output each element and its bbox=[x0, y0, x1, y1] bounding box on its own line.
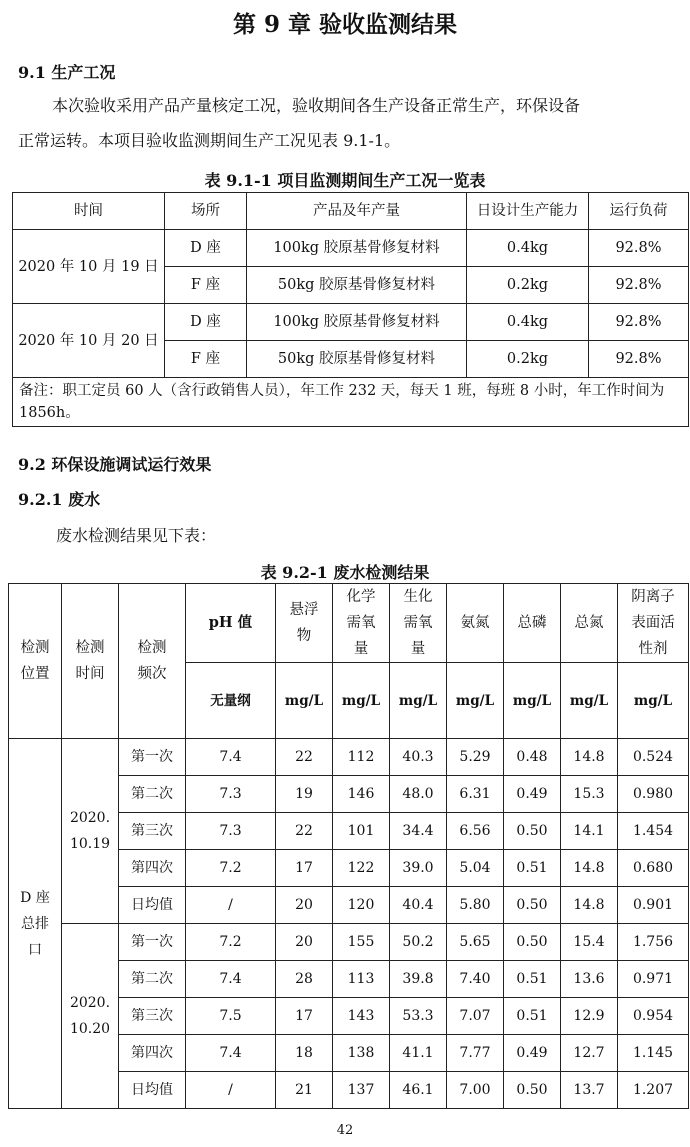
value-cell: 155 bbox=[333, 924, 390, 961]
value-cell: 0.49 bbox=[504, 1035, 561, 1072]
frequency-cell: 日均值 bbox=[119, 1072, 186, 1109]
chapter-title: 第 9 章 验收监测结果 bbox=[232, 11, 458, 38]
value-cell: 15.3 bbox=[561, 776, 618, 813]
parameter-name: 阴离子表面活性剂 bbox=[631, 589, 675, 657]
value-cell: 5.65 bbox=[447, 924, 504, 961]
table2-caption: 表 9.2-1 废水检测结果 bbox=[260, 563, 430, 582]
column-header: 产品及年产量 bbox=[247, 193, 467, 230]
load-cell: 92.8% bbox=[589, 304, 689, 341]
value-cell: 1.756 bbox=[618, 924, 689, 961]
value-cell: 0.680 bbox=[618, 850, 689, 887]
frequency-cell: 第一次 bbox=[119, 739, 186, 776]
load-cell: 92.8% bbox=[589, 230, 689, 267]
site-cell: F 座 bbox=[165, 267, 247, 304]
parameter-header bbox=[561, 584, 618, 663]
value-cell: 39.8 bbox=[390, 961, 447, 998]
value-cell: 122 bbox=[333, 850, 390, 887]
location-header bbox=[9, 584, 62, 739]
value-cell: 21 bbox=[276, 1072, 333, 1109]
value-cell: 17 bbox=[276, 998, 333, 1035]
date-cell: 2020. 10.20 bbox=[62, 924, 119, 1109]
value-cell: 0.50 bbox=[504, 924, 561, 961]
section-9-1-heading: 9.1 生产工况 bbox=[18, 63, 116, 82]
value-cell: 0.50 bbox=[504, 813, 561, 850]
date-cell: 2020 年 10 月 20 日 bbox=[13, 304, 165, 378]
section-9-2-heading: 9.2 环保设施调试运行效果 bbox=[18, 455, 212, 474]
table-row bbox=[13, 230, 689, 267]
parameter-name: 氨氮 bbox=[460, 615, 490, 631]
value-cell: 6.31 bbox=[447, 776, 504, 813]
table-header-row bbox=[9, 584, 689, 663]
parameter-header bbox=[276, 584, 333, 663]
value-cell: 12.9 bbox=[561, 998, 618, 1035]
parameter-header bbox=[447, 584, 504, 663]
value-cell: 101 bbox=[333, 813, 390, 850]
value-cell: 0.954 bbox=[618, 998, 689, 1035]
frequency-cell: 第四次 bbox=[119, 1035, 186, 1072]
value-cell: 7.07 bbox=[447, 998, 504, 1035]
value-cell: 0.48 bbox=[504, 739, 561, 776]
parameter-header bbox=[390, 584, 447, 663]
value-cell: 112 bbox=[333, 739, 390, 776]
table-header-row bbox=[13, 193, 689, 230]
capacity-cell: 0.4kg bbox=[467, 230, 589, 267]
value-cell: 48.0 bbox=[390, 776, 447, 813]
date-cell: 2020. 10.19 bbox=[62, 739, 119, 924]
unit-cell: mg/L bbox=[504, 663, 561, 739]
frequency-cell: 第二次 bbox=[119, 961, 186, 998]
site-cell: F 座 bbox=[165, 341, 247, 378]
site-cell: D 座 bbox=[165, 230, 247, 267]
value-cell: 40.3 bbox=[390, 739, 447, 776]
value-cell: 120 bbox=[333, 887, 390, 924]
value-cell: 53.3 bbox=[390, 998, 447, 1035]
capacity-cell: 0.4kg bbox=[467, 304, 589, 341]
page-number: 42 bbox=[336, 1123, 354, 1138]
note-cell: 备注：职工定员 60 人（含行政销售人员），年工作 232 天，每天 1 班，每班 8 小时，年工作时间为 1856h。 bbox=[13, 378, 689, 427]
value-cell: 20 bbox=[276, 924, 333, 961]
frequency-cell: 第四次 bbox=[119, 850, 186, 887]
value-cell: 138 bbox=[333, 1035, 390, 1072]
value-cell: 5.04 bbox=[447, 850, 504, 887]
value-cell: 0.50 bbox=[504, 1072, 561, 1109]
date-cell: 2020 年 10 月 19 日 bbox=[13, 230, 165, 304]
value-cell: 20 bbox=[276, 887, 333, 924]
frequency-cell: 第三次 bbox=[119, 813, 186, 850]
paragraph-line-1: 本次验收采用产品产量核定工况，验收期间各生产设备正常生产，环保设备 bbox=[52, 96, 581, 115]
value-cell: 34.4 bbox=[390, 813, 447, 850]
value-cell: 6.56 bbox=[447, 813, 504, 850]
product-cell: 100kg 胶原基骨修复材料 bbox=[247, 230, 467, 267]
location-text: D 座总排口 bbox=[20, 889, 50, 958]
unit-cell: mg/L bbox=[618, 663, 689, 739]
capacity-cell: 0.2kg bbox=[467, 267, 589, 304]
value-cell: 5.29 bbox=[447, 739, 504, 776]
value-cell: 50.2 bbox=[390, 924, 447, 961]
table-row bbox=[9, 924, 689, 961]
value-cell: 0.524 bbox=[618, 739, 689, 776]
load-cell: 92.8% bbox=[589, 267, 689, 304]
column-header: 运行负荷 bbox=[589, 193, 689, 230]
value-cell: 7.5 bbox=[186, 998, 276, 1035]
value-cell: 41.1 bbox=[390, 1035, 447, 1072]
capacity-cell: 0.2kg bbox=[467, 341, 589, 378]
value-cell: 14.8 bbox=[561, 739, 618, 776]
parameter-name: 生化需氧量 bbox=[403, 589, 433, 657]
value-cell: 0.980 bbox=[618, 776, 689, 813]
frequency-cell: 第三次 bbox=[119, 998, 186, 1035]
value-cell: 0.51 bbox=[504, 961, 561, 998]
load-cell: 92.8% bbox=[589, 341, 689, 378]
header-text: 检测频次 bbox=[137, 640, 167, 682]
value-cell: 7.00 bbox=[447, 1072, 504, 1109]
value-cell: 146 bbox=[333, 776, 390, 813]
value-cell: 46.1 bbox=[390, 1072, 447, 1109]
site-cell: D 座 bbox=[165, 304, 247, 341]
value-cell: 39.0 bbox=[390, 850, 447, 887]
value-cell: 7.3 bbox=[186, 776, 276, 813]
column-header: 时间 bbox=[13, 193, 165, 230]
value-cell: 0.51 bbox=[504, 998, 561, 1035]
value-cell: 28 bbox=[276, 961, 333, 998]
unit-cell: mg/L bbox=[390, 663, 447, 739]
table-row bbox=[9, 739, 689, 776]
value-cell: 22 bbox=[276, 739, 333, 776]
table-row bbox=[13, 304, 689, 341]
product-cell: 100kg 胶原基骨修复材料 bbox=[247, 304, 467, 341]
value-cell: / bbox=[186, 1072, 276, 1109]
value-cell: 113 bbox=[333, 961, 390, 998]
column-header: 场所 bbox=[165, 193, 247, 230]
value-cell: 0.49 bbox=[504, 776, 561, 813]
value-cell: 17 bbox=[276, 850, 333, 887]
unit-cell: mg/L bbox=[276, 663, 333, 739]
parameter-name: 总氮 bbox=[574, 615, 604, 631]
parameter-name: 化学需氧量 bbox=[346, 589, 376, 657]
parameter-name: 悬浮物 bbox=[289, 602, 319, 644]
wastewater-table bbox=[8, 583, 689, 1109]
value-cell: 40.4 bbox=[390, 887, 447, 924]
value-cell: 22 bbox=[276, 813, 333, 850]
parameter-header bbox=[618, 584, 689, 663]
unit-cell: mg/L bbox=[333, 663, 390, 739]
frequency-cell: 第二次 bbox=[119, 776, 186, 813]
parameter-name: pH 值 bbox=[208, 614, 253, 631]
section-9-1-paragraph bbox=[18, 88, 678, 158]
location-cell bbox=[9, 739, 62, 1109]
wastewater-intro: 废水检测结果见下表： bbox=[56, 526, 217, 545]
value-cell: 7.2 bbox=[186, 850, 276, 887]
unit-cell: mg/L bbox=[561, 663, 618, 739]
value-cell: 0.50 bbox=[504, 887, 561, 924]
value-cell: 1.207 bbox=[618, 1072, 689, 1109]
paragraph-line-2: 正常运转。本项目验收监测期间生产工况见表 9.1-1。 bbox=[18, 131, 401, 150]
value-cell: 13.7 bbox=[561, 1072, 618, 1109]
value-cell: 14.1 bbox=[561, 813, 618, 850]
product-cell: 50kg 胶原基骨修复材料 bbox=[247, 341, 467, 378]
value-cell: 7.3 bbox=[186, 813, 276, 850]
value-cell: 1.145 bbox=[618, 1035, 689, 1072]
parameter-name: 总磷 bbox=[517, 615, 547, 631]
time-header bbox=[62, 584, 119, 739]
frequency-cell: 第一次 bbox=[119, 924, 186, 961]
value-cell: 5.80 bbox=[447, 887, 504, 924]
value-cell: 0.971 bbox=[618, 961, 689, 998]
value-cell: 0.901 bbox=[618, 887, 689, 924]
value-cell: 137 bbox=[333, 1072, 390, 1109]
value-cell: 13.6 bbox=[561, 961, 618, 998]
column-header: 日设计生产能力 bbox=[467, 193, 589, 230]
value-cell: 14.8 bbox=[561, 887, 618, 924]
value-cell: 7.4 bbox=[186, 739, 276, 776]
value-cell: 143 bbox=[333, 998, 390, 1035]
parameter-header bbox=[504, 584, 561, 663]
value-cell: 12.7 bbox=[561, 1035, 618, 1072]
frequency-header bbox=[119, 584, 186, 739]
value-cell: / bbox=[186, 887, 276, 924]
table1-caption: 表 9.1-1 项目监测期间生产工况一览表 bbox=[204, 171, 486, 190]
value-cell: 7.4 bbox=[186, 1035, 276, 1072]
header-text: 检测时间 bbox=[75, 640, 105, 682]
note-row bbox=[13, 378, 689, 427]
section-9-2-1-heading: 9.2.1 废水 bbox=[18, 490, 101, 509]
value-cell: 19 bbox=[276, 776, 333, 813]
parameter-header bbox=[333, 584, 390, 663]
value-cell: 0.51 bbox=[504, 850, 561, 887]
parameter-header bbox=[186, 584, 276, 663]
unit-cell: 无量纲 bbox=[186, 663, 276, 739]
value-cell: 7.2 bbox=[186, 924, 276, 961]
value-cell: 7.77 bbox=[447, 1035, 504, 1072]
header-text: 检测位置 bbox=[20, 640, 50, 682]
frequency-cell: 日均值 bbox=[119, 887, 186, 924]
unit-cell: mg/L bbox=[447, 663, 504, 739]
value-cell: 14.8 bbox=[561, 850, 618, 887]
value-cell: 15.4 bbox=[561, 924, 618, 961]
value-cell: 7.40 bbox=[447, 961, 504, 998]
product-cell: 50kg 胶原基骨修复材料 bbox=[247, 267, 467, 304]
value-cell: 18 bbox=[276, 1035, 333, 1072]
production-table bbox=[12, 192, 689, 427]
value-cell: 1.454 bbox=[618, 813, 689, 850]
value-cell: 7.4 bbox=[186, 961, 276, 998]
